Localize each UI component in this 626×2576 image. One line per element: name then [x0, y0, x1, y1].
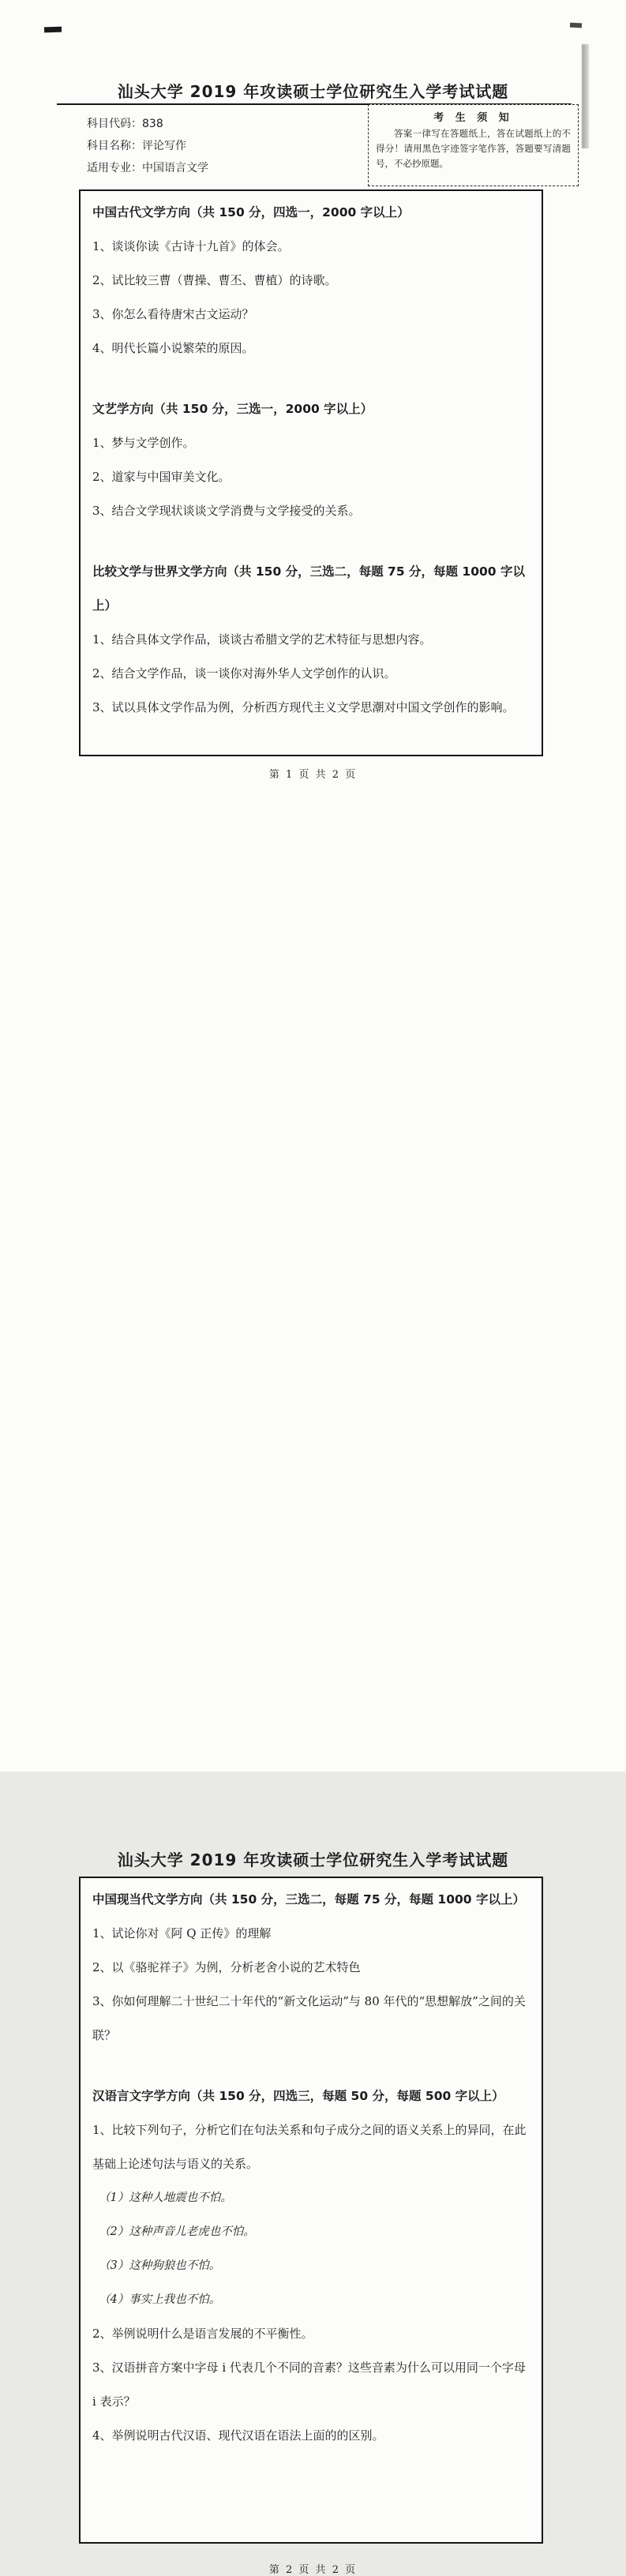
question-item: 2、举例说明什么是语言发展的不平衡性。 — [92, 2327, 313, 2341]
subject-name-line: 科目名称：评论写作 — [87, 140, 186, 152]
question-item: 2、试比较三曹（曹操、曹丕、曹植）的诗歌。 — [92, 273, 337, 287]
question-item: 1、结合具体文学作品，谈谈古希腊文学的艺术特征与思想内容。 — [92, 632, 432, 647]
question-item: 4、明代长篇小说繁荣的原因。 — [92, 341, 254, 355]
question-item: 3、结合文学现状谈谈文学消费与文学接受的关系。 — [92, 504, 361, 518]
question-item: 2、结合文学作品，谈一谈你对海外华人文学创作的认识。 — [92, 666, 396, 681]
exam-meta-block — [87, 113, 208, 179]
question-item: 1、试论你对《阿 Q 正传》的理解 — [92, 1926, 272, 1940]
question-item: 4、举例说明古代汉语、现代汉语在语法上面的的区别。 — [92, 2428, 384, 2443]
question-item: 1、比较下列句子，分析它们在句法关系和句子成分之间的语义关系上的异同，在此基础上论述句法与语义的关系。 — [92, 2123, 527, 2171]
question-item: 3、试以具体文学作品为例，分析西方现代主义文学思潮对中国文学创作的影响。 — [92, 700, 515, 714]
section-heading-ancient-literature: 中国古代文学方向（共 150 分，四选一，2000 字以上） — [92, 205, 410, 219]
question-item: 2、道家与中国审美文化。 — [92, 470, 231, 484]
question-item: 1、梦与文学创作。 — [92, 436, 195, 450]
question-item: 2、以《骆驼祥子》为例，分析老舍小说的艺术特色 — [92, 1960, 361, 1974]
question-box-page1 — [79, 189, 543, 756]
page-number-footer-1: 第 1 页 共 2 页 — [268, 769, 358, 781]
section-heading-chinese-linguistics: 汉语言文字学方向（共 150 分，四选三，每题 50 分，每题 500 字以上） — [92, 2089, 504, 2103]
section-heading-literary-theory: 文艺学方向（共 150 分，三选一，2000 字以上） — [92, 402, 373, 416]
question-item: 3、你如何理解二十世纪二十年代的“新文化运动”与 80 年代的“思想解放”之间的关联？ — [92, 1994, 526, 2042]
exam-page-2 — [0, 886, 626, 2576]
section-heading-modern-literature: 中国现当代文学方向（共 150 分，三选二，每题 75 分，每题 1000 字以上） — [92, 1892, 525, 1907]
question-item: 3、汉语拼音方案中字母 i 代表几个不同的音素？这些音素为什么可以用同一个字母 i 表示？ — [92, 2360, 526, 2409]
sub-question-item: （3）这种狗狼也不怕。 — [99, 2259, 221, 2272]
notice-body: 答案一律写在答题纸上，答在试题纸上的不得分！请用黑色字迹签字笔作答，答题要写清题号，不必抄原题。 — [376, 128, 571, 169]
applicable-major-line: 适用专业：中国语言文学 — [87, 162, 208, 174]
sub-question-item: （4）事实上我也不怕。 — [99, 2293, 221, 2306]
question-box-page2 — [79, 1877, 543, 2544]
candidate-notice-box — [368, 104, 579, 186]
notice-title: 考 生 须 知 — [433, 112, 513, 124]
section-heading-comparative-literature: 比较文学与世界文学方向（共 150 分，三选二，每题 75 分，每题 1000 字以上） — [92, 564, 525, 613]
page-number-footer-2: 第 2 页 共 2 页 — [268, 2564, 358, 2576]
exam-title-page1: 汕头大学 2019 年攻读硕士学位研究生入学考试试题 — [117, 82, 509, 101]
question-item: 3、你怎么看待唐宋古文运动？ — [92, 307, 254, 321]
exam-page-1 — [0, 0, 626, 886]
question-item: 1、谈谈你读《古诗十九首》的体会。 — [92, 239, 290, 253]
sub-question-item: （1）这种人地震也不怕。 — [99, 2192, 232, 2204]
subject-code-line: 科目代码：838 — [87, 118, 163, 130]
sub-question-item: （2）这种声音儿老虎也不怕。 — [99, 2225, 255, 2238]
exam-title-page2: 汕头大学 2019 年攻读硕士学位研究生入学考试试题 — [117, 1850, 509, 1869]
